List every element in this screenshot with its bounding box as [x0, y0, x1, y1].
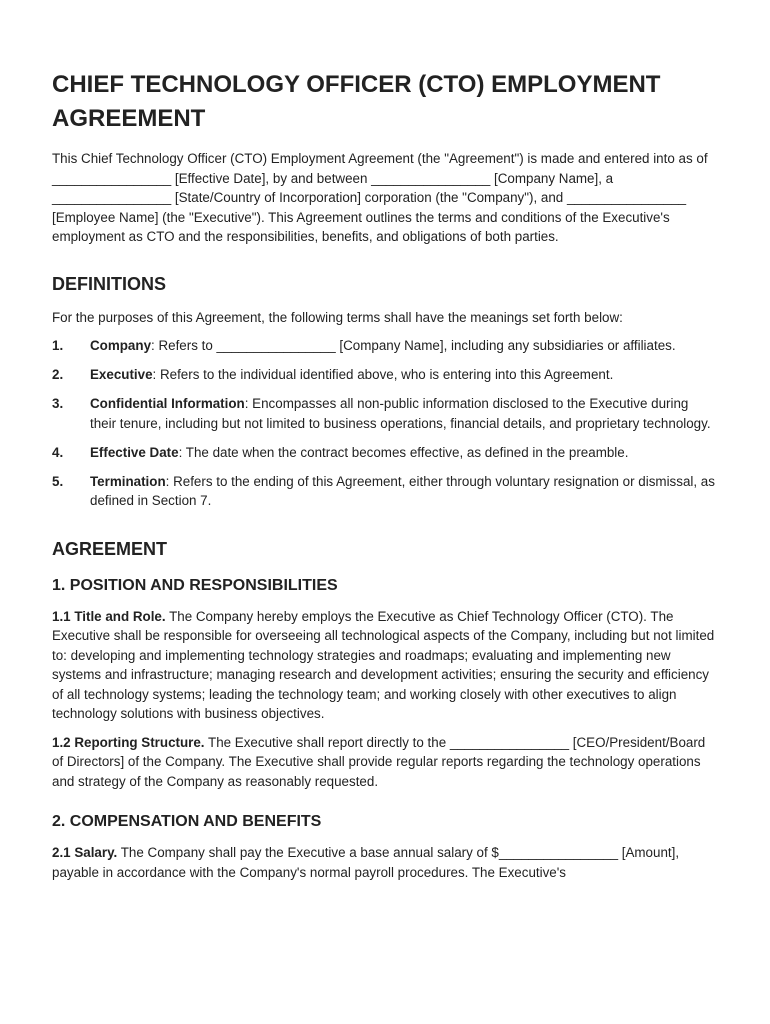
section-1-2-paragraph [52, 733, 718, 792]
definition-text: : The date when the contract becomes effective, as defined in the preamble. [178, 444, 629, 460]
list-item [52, 394, 718, 433]
section-1-heading: 1. POSITION AND RESPONSIBILITIES [52, 576, 338, 594]
list-item [52, 472, 718, 511]
list-item [52, 365, 718, 385]
definition-text: : Refers to the ending of this Agreement, either through voluntary resignation or dismissal, as defined in Section 7. [90, 473, 715, 508]
defined-term: Confidential Information [90, 396, 245, 411]
list-number: 2. [52, 367, 64, 382]
defined-term: Effective Date [90, 444, 179, 460]
section-2-1-paragraph [52, 843, 718, 882]
clause-label: 1.1 Title and Role. [52, 608, 166, 624]
list-number: 3. [52, 396, 64, 411]
list-number: 5. [52, 473, 64, 489]
definition-text: : Refers to the individual identified above, who is entering into this Agreement. [152, 367, 614, 382]
clause-label: 2.1 Salary. [52, 845, 118, 860]
list-item [52, 443, 718, 463]
definitions-lead: For the purposes of this Agreement, the following terms shall have the meanings set forth below: [52, 309, 623, 325]
clause-text: The Executive shall report directly to the ________________ [CEO/President/Board of Directors] of the Company. The Executive shall provide regular reports regarding the technology operations and strategy of the Company as reasonably requested. [52, 734, 706, 789]
agreement-heading: AGREEMENT [52, 538, 168, 559]
list-item [52, 336, 718, 356]
document-title: CHIEF TECHNOLOGY OFFICER (CTO) EMPLOYMENT AGREEMENT [52, 71, 661, 132]
definition-text: : Refers to ________________ [Company Name], including any subsidiaries or affiliates. [151, 338, 676, 353]
list-number: 1. [52, 338, 64, 353]
definitions-heading: DEFINITIONS [52, 273, 167, 294]
defined-term: Termination [90, 473, 166, 489]
section-1-1-paragraph [52, 607, 718, 724]
definition-text: : Encompasses all non-public information disclosed to the Executive during their tenure, including but not limited to business operations, financial details, and proprietary technology. [90, 396, 711, 431]
defined-term: Executive [90, 367, 153, 382]
clause-text: The Company hereby employs the Executive as Chief Technology Officer (CTO). The Executive shall be responsible for overseeing all technological aspects of the Company, including but not limited to: developing and implementing technology strategies and roadmaps; evaluating and implementing new systems and infrastructure; managing research and development activities; ensuring the security and efficiency of all technology systems; leading the technology team; and working closely with other executives to align technology solutions with business objectives. [52, 608, 715, 721]
section-2-heading: 2. COMPENSATION AND BENEFITS [52, 813, 322, 830]
list-number: 4. [52, 444, 64, 460]
definitions-list [52, 336, 718, 511]
clause-label: 1.2 Reporting Structure. [52, 734, 205, 750]
clause-text: The Company shall pay the Executive a base annual salary of $________________ [Amount], payable in accordance with the Company's normal payroll procedures. The Executive's [52, 845, 680, 880]
intro-paragraph: This Chief Technology Officer (CTO) Employment Agreement (the "Agreement") is made and entered into as of ________________ [Effective Date], by and between ________________ [Company Name], a ________________ [State/Country of Incorporation] corporation (the "Company"), and ________________ [Employee Name] (the "Executive"). This Agreement outlines the terms and conditions of the Executive's employment as CTO and the responsibilities, benefits, and obligations of both parties. [52, 151, 708, 244]
defined-term: Company [90, 338, 152, 353]
